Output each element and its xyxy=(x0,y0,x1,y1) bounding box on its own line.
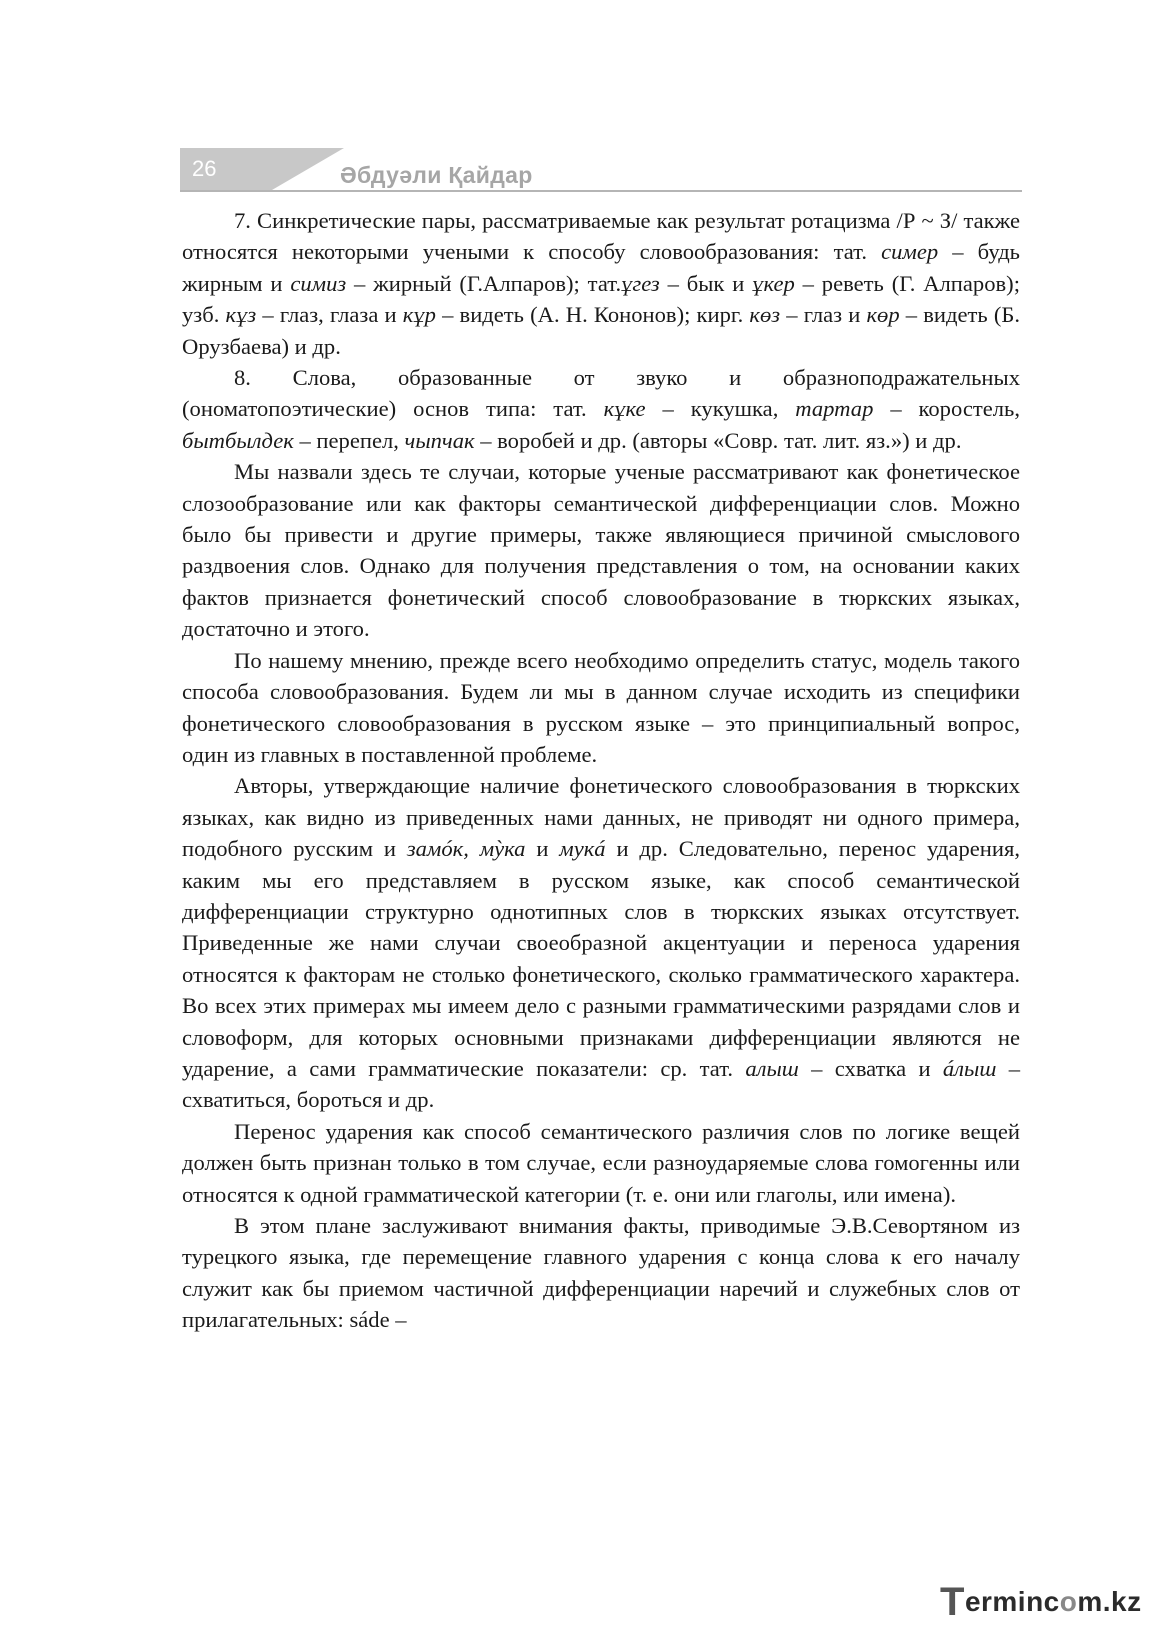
italic-term: áлыш xyxy=(942,1055,997,1081)
italic-term: замóк, мỳка xyxy=(406,836,526,862)
watermark-part1: erminc xyxy=(964,1586,1060,1617)
text-run: Перенос ударения как способ семантического различия слов по логике вещей должен быть признан только в том случае, если разноударяемые слова гомогенны или относятся к одной грамматической категории (т. е. они или глаголы, или имена). xyxy=(182,1118,1020,1207)
italic-term: кұке xyxy=(603,396,646,422)
text-run: – видеть (А. Н. Кононов); кирг. xyxy=(435,302,750,328)
text-run: – перепел, xyxy=(293,427,405,453)
italic-term: ұгез xyxy=(621,270,660,296)
italic-term: бытбылдек xyxy=(182,427,294,453)
paragraph xyxy=(182,1210,1020,1336)
italic-term: кұз xyxy=(225,302,257,328)
paragraph xyxy=(182,362,1020,456)
paragraph xyxy=(182,645,1020,771)
text-run: Мы назвали здесь те случаи, которые ученые рассматривают как фонетическое слозообразование или как факторы семантической дифференциации слов. Можно было бы привести и другие примеры, также являющиеся причиной смыслового раздвоения слов. Однако для получения представления о том, на основании каких фактов признается фонетический способ словообразование в тюркских языках, достаточно и этого. xyxy=(182,459,1020,642)
header-tab-decoration xyxy=(272,148,344,190)
termincom-watermark xyxy=(940,1580,1142,1625)
running-header xyxy=(180,148,1022,194)
text-run: Авторы, утверждающие наличие фонетического словообразования в тюркских языках, как видно из приведенных нами данных, не приводят ни одного примера, подобного русским и xyxy=(182,773,1020,862)
watermark-letter-t: T xyxy=(940,1580,965,1624)
running-author: Әбдуәли Қайдар xyxy=(340,162,533,188)
text-run: 8. Слова, образованные от звуко и образноподражательных (ономатопоэтические) основ типа: тат. xyxy=(182,365,1020,422)
italic-term: алыш xyxy=(745,1055,799,1081)
italic-term: симер xyxy=(881,239,939,265)
text-run: и др. Следовательно, перенос ударения, каким мы его представляем в русском языке, как способ семантической дифференциации структурно однотипных слов в тюркских языках отсутствует. Приведенные же нами случаи своеобразной акцентуации и переноса ударения относятся к факторам не столько фонетического, сколько грамматического характера. Во всех этих примерах мы имеем дело с разными грамматическими разрядами слов и словоформ, для которых основными признаками дифференциации являются не ударение, а сами грамматические показатели: ср. тат. xyxy=(182,836,1021,1081)
italic-term: көз xyxy=(749,302,781,328)
text-run: – глаз, глаза и xyxy=(256,302,403,328)
text-run: – жирный (Г.Алпаров); тат. xyxy=(346,270,622,296)
text-run: По нашему мнению, прежде всего необходимо определить статус, модель такого способа словообразования. Будем ли мы в данном случае исходить из специфики фонетического словообразования в русском языке – это принципиальный вопрос, один из главных в поставленной проблеме. xyxy=(182,647,1020,767)
header-rule xyxy=(180,190,1022,192)
text-run: – схватка и xyxy=(798,1055,943,1081)
italic-term: симиз xyxy=(290,270,347,296)
text-run: и xyxy=(525,836,560,862)
italic-term: ұкер xyxy=(752,270,795,296)
text-run: В этом плане заслуживают внимания факты, приводимые Э.В.Севортяном из турецкого языка, где перемещение главного ударения с конца слова к его началу служит как бы приемом частичной дифференциации наречий и служебных слов от прилагательных: sáde – xyxy=(182,1213,1020,1333)
italic-term: мукá xyxy=(559,836,606,862)
text-run: 7. Синкретические пары, рассматриваемые как результат ротацизма /Р ~ З/ также относятся некоторыми учеными к способу словообразования: тат. xyxy=(182,208,1020,265)
watermark-part2: m.kz xyxy=(1077,1586,1142,1617)
text-run: – бык и xyxy=(659,270,753,296)
text-run: – схватиться, бороться и др. xyxy=(182,1055,1020,1113)
italic-term: тартар xyxy=(795,396,874,422)
text-run: – воробей и др. (авторы «Совр. тат. лит. яз.») и др. xyxy=(474,427,962,453)
text-run: – коростель, xyxy=(873,396,1020,422)
italic-term: чыпчак xyxy=(404,427,475,453)
body-text xyxy=(182,205,1020,1336)
text-run: – реветь (Г. Алпаров); узб. xyxy=(182,270,1020,328)
italic-term: кұр xyxy=(402,302,436,328)
paragraph xyxy=(182,770,1020,1115)
text-run: – глаз и xyxy=(780,302,867,328)
paragraph xyxy=(182,1116,1020,1210)
text-run: – кукушка, xyxy=(645,396,796,422)
paragraph xyxy=(182,205,1020,362)
text-run: – будь жирным и xyxy=(182,239,1020,296)
paragraph xyxy=(182,456,1020,644)
page-number: 26 xyxy=(180,148,272,190)
watermark-letter-o: o xyxy=(1059,1586,1078,1617)
text-run: – видеть (Б. Орузбаева) и др. xyxy=(182,302,1021,359)
italic-term: көр xyxy=(866,302,900,328)
